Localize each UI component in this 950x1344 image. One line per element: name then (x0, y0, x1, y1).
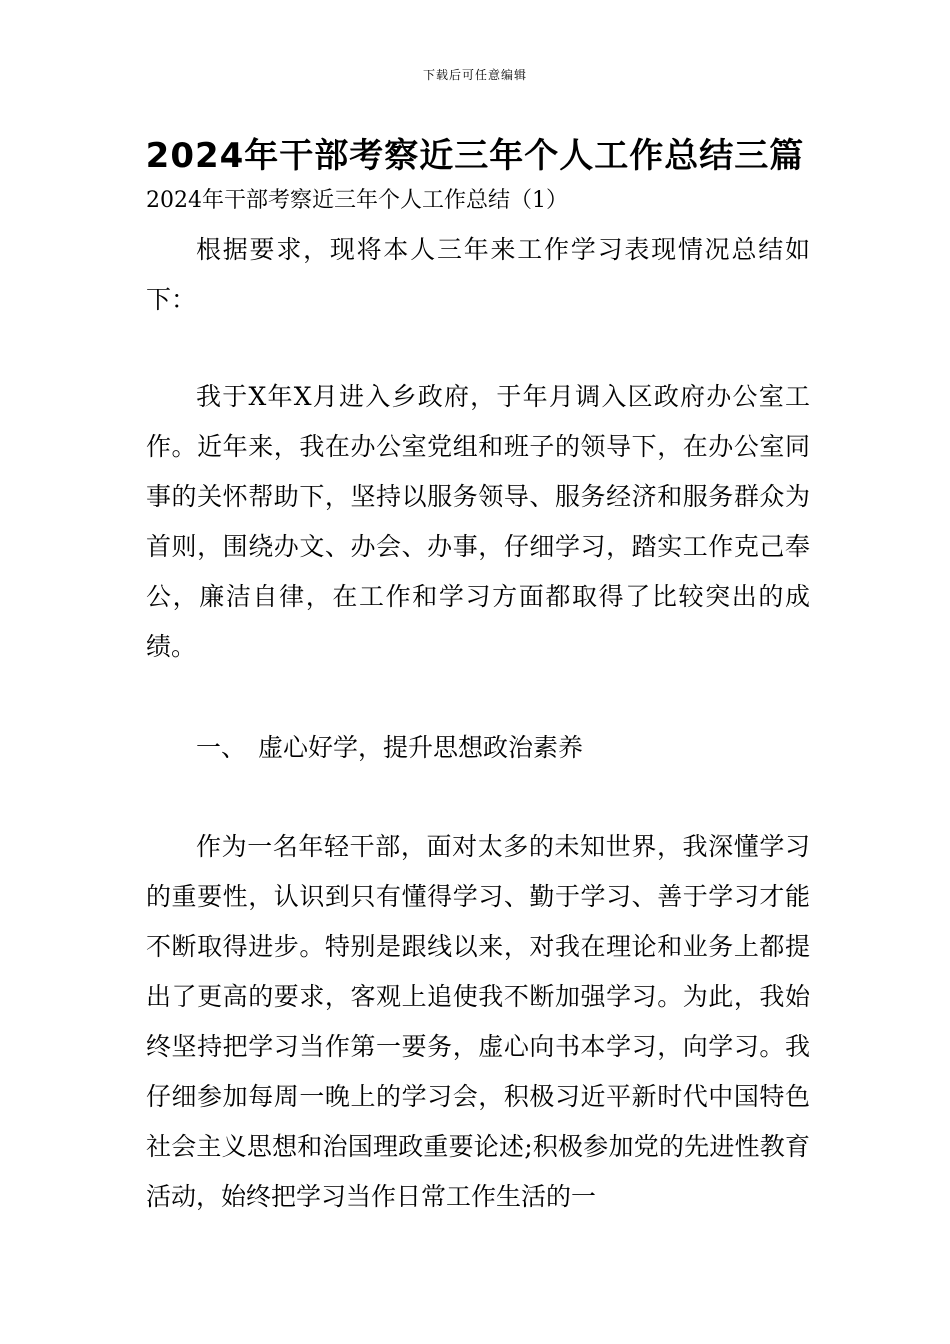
section-number: 一、 (196, 733, 247, 762)
background-paragraph: 我于X年X月进入乡政府，于年月调入区政府办公室工作。近年来，我在办公室党组和班子的领导下，在办公室同事的关怀帮助下，坚持以服务领导、服务经济和服务群众为首则，围绕办文、办会、办事，仔细学习，踏实工作克己奉公，廉洁自律，在工作和学习方面都取得了比较突出的成绩。 (146, 382, 810, 661)
section-heading-text: 虚心好学，提升思想政治素养 (258, 733, 584, 762)
header-note: 下载后可任意编辑 (422, 68, 527, 82)
section-body-paragraph: 作为一名年轻干部，面对太多的未知世界，我深懂学习的重要性，认识到只有懂得学习、勤于学习、善于学习才能不断取得进步。特别是跟线以来，对我在理论和业务上都提出了更高的要求，客观上追使我不断加强学习。为此，我始终坚持把学习当作第一要务，虚心向书本学习，向学习。我仔细参加每周一晚上的学习会，积极习近平新时代中国特色社会主义思想和治国理政重要论述;积极参加党的先进性教育活动，始终把学习当作日常工作生活的一 (146, 832, 810, 1211)
document-subtitle: 2024年干部考察近三年个人工作总结（1） (146, 188, 568, 213)
document-title: 2024年干部考察近三年个人工作总结三篇 (145, 136, 805, 176)
section-heading (196, 723, 583, 773)
intro-paragraph: 根据要求，现将本人三年来工作学习表现情况总结如下： (146, 235, 810, 314)
